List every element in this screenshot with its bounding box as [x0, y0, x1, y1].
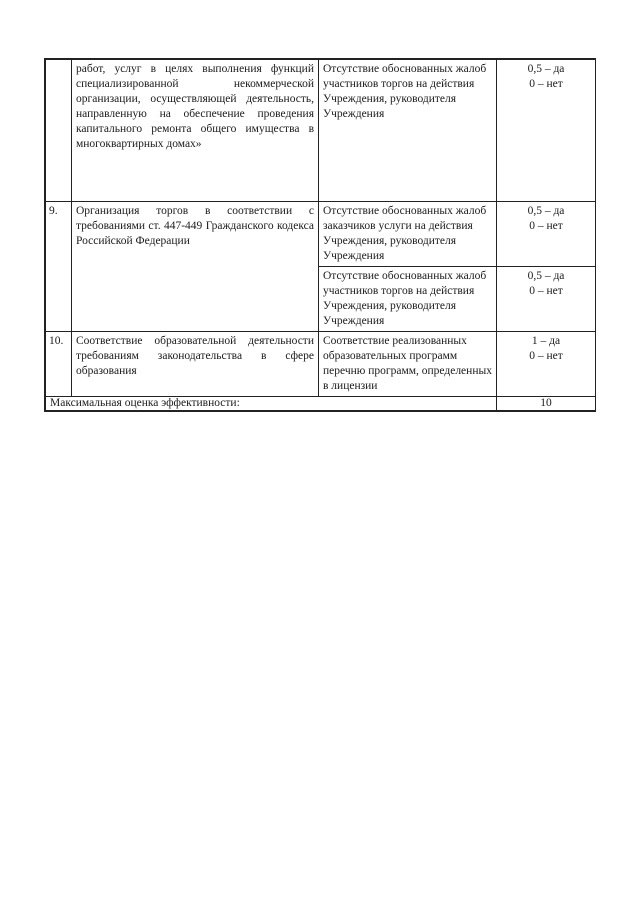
indicator-description: Соответствие образовательной деятельности требованиям законодательства в сфере образования	[72, 332, 319, 397]
row-number: 10.	[46, 332, 72, 397]
indicator-description: работ, услуг в целях выполнения функций специализированной некоммерческой организации, осуществляющей деятельность, направленную на обеспечение проведения капитального ремонта общего имущества в многоквартирных домах»	[72, 60, 319, 202]
row-number	[46, 60, 72, 202]
score-cell	[497, 332, 596, 397]
score-yes: 1 – да	[531, 335, 561, 347]
score-cell	[497, 60, 596, 202]
score-no: 0 – нет	[529, 78, 563, 90]
table-row	[46, 60, 596, 202]
row-number: 9.	[46, 202, 72, 332]
score-no: 0 – нет	[529, 285, 563, 297]
table-row	[46, 332, 596, 397]
score-yes: 0,5 – да	[527, 63, 565, 75]
table-footer-row	[46, 397, 596, 411]
criterion-text: Отсутствие обоснованных жалоб заказчиков услуги на действия Учреждения, руководителя Учреждения	[319, 202, 497, 267]
max-score-label: Максимальная оценка эффективности:	[46, 397, 497, 411]
table-row	[46, 202, 596, 267]
score-yes: 0,5 – да	[527, 205, 565, 217]
criterion-text: Соответствие реализованных образовательных программ перечню программ, определенных в лицензии	[319, 332, 497, 397]
criterion-text: Отсутствие обоснованных жалоб участников торгов на действия Учреждения, руководителя Учреждения	[319, 60, 497, 202]
score-cell	[497, 267, 596, 332]
score-cell	[497, 202, 596, 267]
score-no: 0 – нет	[529, 220, 563, 232]
criterion-text: Отсутствие обоснованных жалоб участников торгов на действия Учреждения, руководителя Учреждения	[319, 267, 497, 332]
max-score-value: 10	[497, 397, 596, 411]
score-yes: 0,5 – да	[527, 270, 565, 282]
score-no: 0 – нет	[529, 350, 563, 362]
indicator-description: Организация торгов в соответствии с требованиями ст. 447-449 Гражданского кодекса Российской Федерации	[72, 202, 319, 332]
efficiency-criteria-table	[44, 58, 596, 412]
